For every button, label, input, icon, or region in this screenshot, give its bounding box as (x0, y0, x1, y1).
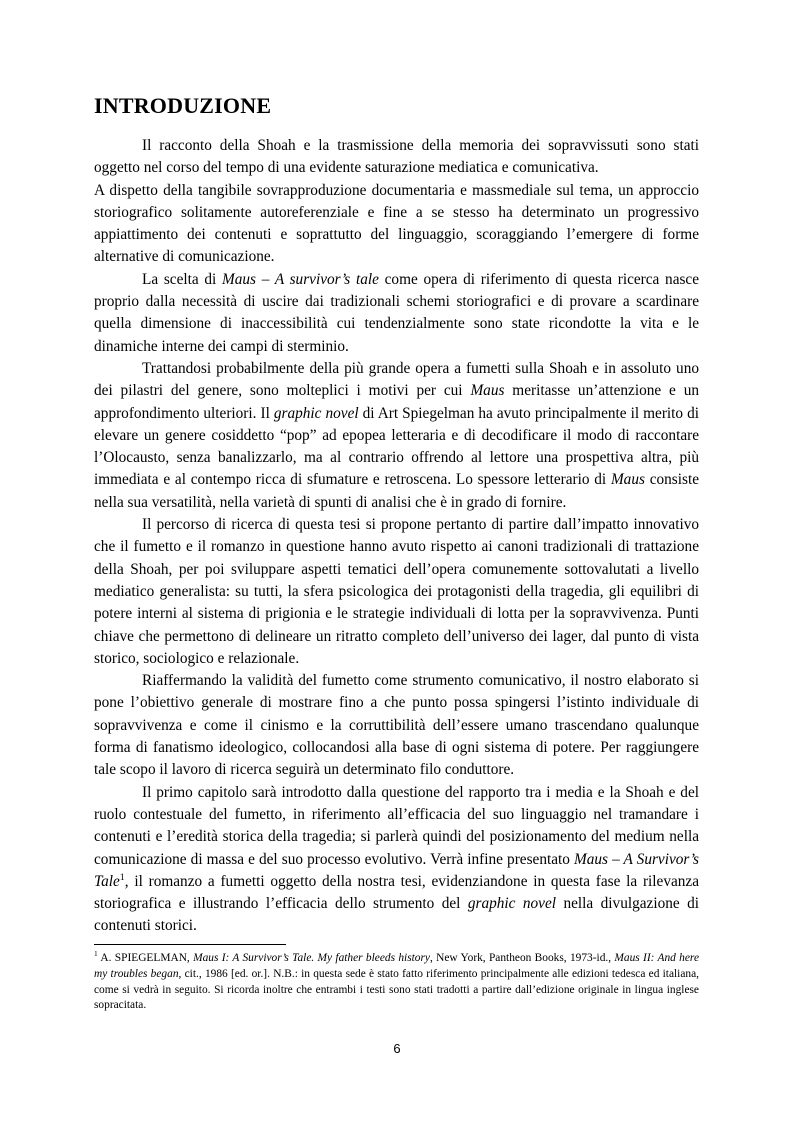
maus-italic-1: Maus (470, 382, 505, 400)
paragraph-4-text-b: meritasse un’attenzione e un approfondimento ulteriori. Il (94, 382, 699, 422)
paragraph-5 (94, 514, 699, 670)
maus-title-italic: Maus – A survivor’s tale (222, 270, 379, 288)
paragraph-5-text: Il percorso di ricerca di questa tesi si propone pertanto di partire dall’impatto innovativo che il fumetto e il romanzo in questione hanno avuto rispetto ai canoni tradizionali di trattazione della Shoah, per poi sviluppare aspetti tematici dell’opera comunemente sottovalutati a livello mediatico generalista: su tutti, la sfera psicologica dei protagonisti della tragedia, gli equilibri di potere interni al sistema di prigionia e le strategie individuali di lotta per la sopravvivenza. Punti chiave che permettono di delineare un ritratto completo dell’universo dei lager, dal punto di vista storico, sociologico e relazionale. (94, 516, 699, 667)
footnote-text (94, 951, 699, 1014)
paragraph-6-text: Riaffermando la validità del fumetto come strumento comunicativo, il nostro elaborato si pone l’obiettivo generale di mostrare fino a che punto possa spingersi l’istinto individuale di sopravvivenza e come il cinismo e la corruttibilità dell’essere umano trascendano qualunque forma di fanatismo ideologico, collocandosi alla base di ogni sistema di potere. Per raggiungere tale scopo il lavoro di ricerca seguirà un determinato filo conduttore. (94, 672, 699, 779)
graphic-novel-italic-2: graphic novel (467, 895, 557, 913)
paragraph-6 (94, 670, 699, 781)
paragraph-3-text-a: La scelta di (142, 270, 223, 288)
footnote (94, 951, 699, 1014)
paragraph-7-text-c: nella divulgazione di contenuti storici. (94, 895, 700, 935)
page-heading: INTRODUZIONE (94, 93, 272, 118)
footnote-maus-ii-italic: Maus II: And here my troubles began (94, 952, 699, 980)
paragraph-4-text-d: consiste nella sua versatilità, nella varietà di spunti di analisi che è in grado di fornire. (94, 471, 699, 511)
paragraph-1-text: Il racconto della Shoah e la trasmissione della memoria dei sopravvissuti sono stati oggetto nel corso del tempo di una evidente saturazione mediatica e comunicativa. (94, 137, 699, 177)
paragraph-2 (94, 180, 699, 269)
paragraph-7 (94, 782, 699, 938)
paragraph-4-text-a: Trattandosi probabilmente della più grande opera a fumetti sulla Shoah e in assoluto uno dei pilastri del genere, sono molteplici i motivi per cui (94, 359, 699, 400)
paragraph-7-text-a: Il primo capitolo sarà introdotto dalla questione del rapporto tra i media e la Shoah e del ruolo contestuale del fumetto, in riferimento all’efficacia del suo linguaggio nel tramandare i contenuti e l’eredità storica della tragedia; si parlerà quindi del posizionamento del medium nella comunicazione di massa e del suo processo evolutivo. Verrà infine presentato (94, 783, 699, 868)
footnote-text-c: , cit., 1986 [ed. or.]. N.B.: in questa sede è stato fatto riferimento principalmente alle edizioni tedesca ed italiana, come si vedrà in seguito. Si ricorda inoltre che entrambi i testi sono stati tradotti a partire dall’edizione originale in lingua inglese sopracitata. (94, 967, 699, 1012)
body-text (94, 135, 699, 938)
paragraph-7-text-b: , il romanzo a fumetti oggetto della nostra tesi, evidenziandone in questa fase la rilevanza storiografica e illustrando l’efficacia dello strumento del (94, 872, 699, 913)
footnote-mark: 1 (94, 949, 98, 959)
footnote-reference[interactable]: 1 (119, 871, 125, 883)
paragraph-4 (94, 358, 699, 514)
paragraph-3 (94, 269, 699, 358)
footnote-separator (94, 944, 286, 945)
footnote-maus-i-italic: Maus I: A Survivor’s Tale. My father bleeds history (193, 952, 430, 964)
footnote-text-b: , New York, Pantheon Books, 1973-id., (429, 952, 615, 964)
maus-survivors-tale-italic: Maus – A Survivor’s Tale (94, 850, 699, 890)
paragraph-3-text-b: come opera di riferimento di questa ricerca nasce proprio dalla necessità di uscire dai tradizionali schemi storiografici e di provare a scardinare quella dimensione di inaccessibilità cui tendenzialmente sono state ricondotte la vita e le dinamiche interne dei campi di sterminio. (94, 270, 700, 355)
paragraph-4-text-c: di Art Spiegelman ha avuto principalmente il merito di elevare un genere cosiddetto “pop” ad epopea letteraria e di decodificare il modo di raccontare l’Olocausto, senza banalizzarlo, ma al contrario offrendo al lettore una prospettiva altra, più immediata e al contempo ricca di sfumature e retroscena. Lo spessore letterario di (94, 404, 699, 489)
maus-italic-2: Maus (610, 471, 645, 489)
paragraph-2-text: A dispetto della tangibile sovrapproduzione documentaria e massmediale sul tema, un approccio storiografico solitamente autoreferenziale e fine a se stesso ha determinato un progressivo appiattimento dei contenuti e soprattutto del linguaggio, scoraggiando l’emergere di forme alternative di comunicazione. (94, 181, 699, 266)
footnote-text-a: A. SPIEGELMAN, (97, 952, 194, 964)
paragraph-1 (94, 135, 699, 180)
graphic-novel-italic-1: graphic novel (273, 404, 359, 422)
page-number: 6 (393, 1041, 401, 1056)
